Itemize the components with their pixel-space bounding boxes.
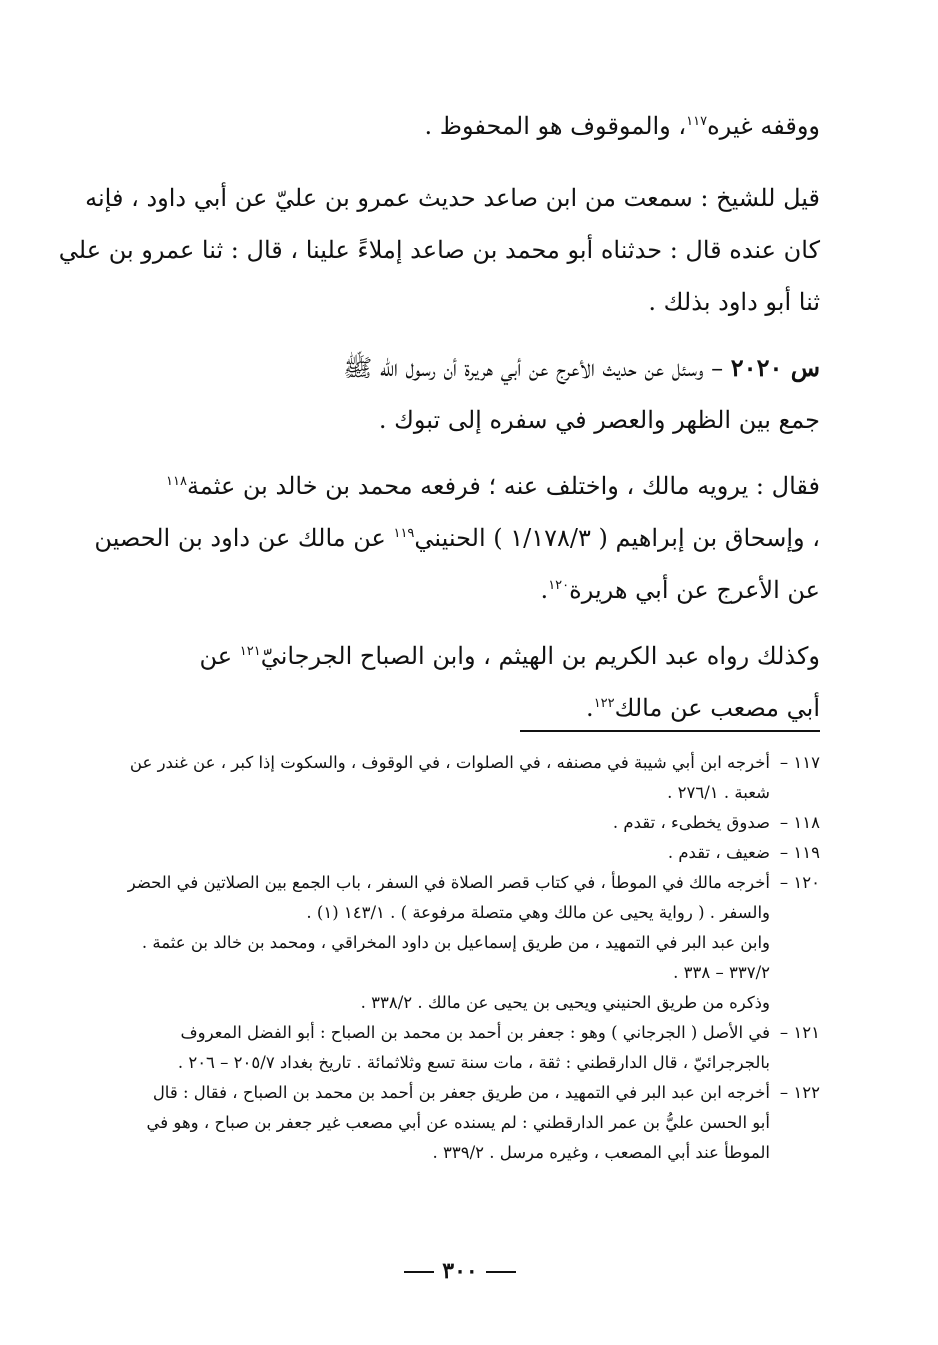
paragraph-5 [100, 630, 820, 734]
footnote-120 [100, 868, 820, 1018]
text-line: ، وإسحاق بن إبراهيم ( ١/١٧٨/٣ ) الحنيني [414, 524, 820, 552]
text-line: ووقفه غيره [707, 112, 820, 140]
answer-paragraph [94, 460, 820, 616]
text-line: . [540, 576, 549, 604]
footnote-line: أخرجه ابن عبد البر في التمهيد ، من طريق جعفر بن أحمد بن محمد بن الصباح ، فقال : قال [152, 1083, 770, 1102]
question-paragraph [100, 342, 820, 446]
footnote-line: في الأصل ( الجرجاني ) وهو : جعفر بن أحمد بن محمد بن الصباح : أبو الفضل المعروف [180, 1023, 770, 1042]
text-line: وكذلك رواه عبد الكريم بن الهيثم ، وابن الصباح الجرجانيّ [260, 642, 820, 670]
footnote-122 [100, 1078, 820, 1168]
footnote-117 [100, 748, 820, 808]
footnote-119 [100, 838, 820, 868]
footnote-line: الموطأ عند أبي المصعب ، وغيره مرسل . ٣٣٩/٢ . [432, 1143, 770, 1162]
footnote-line: وذكره من طريق الحنيني ويحيى بن يحيى عن مالك . ٣٣٨/٢ . [360, 993, 770, 1012]
footnote-line: بالجرجرائيّ ، قال الدارقطني : ثقة ، مات سنة تسع وثلاثمائة . تاريخ بغداد ٢٠٥/٧ – ٢٠٦ . [177, 1053, 770, 1072]
text-line: جمع بين الظهر والعصر في سفره إلى تبوك . [378, 406, 820, 434]
footnote-divider [520, 730, 820, 732]
footnote-line: والسفر . ( رواية يحيى عن مالك وهي متصلة مرفوعة ) . ١٤٣/١ (١) . [306, 903, 770, 922]
footnote-line: أخرجه ابن أبي شيبة في مصنفه ، في الصلوات ، في الوقوف ، والسكوت إذا كبر ، عن غندر عن [129, 753, 770, 772]
footnote-line: وابن عبد البر في التمهيد ، من طريق إسماعيل بن داود المخراقي ، ومحمد بن خالد بن عثمة . [141, 933, 770, 952]
footnote-ref[interactable]: ١٢٢ [593, 696, 615, 711]
footnote-number: ١٢٢ – [779, 1083, 820, 1102]
text-line: أبي مصعب عن مالك [614, 694, 820, 722]
text-line: قيل للشيخ : سمعت من ابن صاعد حديث عمرو بن عليّ عن أبي داود ، فإنه [85, 184, 820, 212]
footnote-ref[interactable]: ١٢١ [239, 644, 261, 659]
paragraph-2 [58, 172, 820, 328]
page-number [100, 1258, 820, 1284]
footnote-line: أبو الحسن عليُّ بن عمر الدارقطني : لم يسنده عن أبي مصعب غير جعفر بن صباح ، وهو في [146, 1113, 770, 1132]
footnote-ref[interactable]: ١١٩ [393, 526, 415, 541]
footnotes [100, 748, 820, 1168]
text-line: – وسئل عن حديث الأعرج عن أبي هريرة أن رسول الله ﷺ [343, 354, 724, 382]
footnote-line: صدوق يخطىء ، تقدم . [612, 813, 770, 832]
page-number-text: ٣٠٠ [442, 1258, 478, 1284]
text-line: عن الأعرج عن أبي هريرة [569, 576, 820, 604]
footnote-ref[interactable]: ١٢٠ [548, 578, 570, 593]
footnote-number: ١٢٠ – [779, 873, 820, 892]
question-number: س ٢٠٢٠ [730, 353, 820, 382]
footnote-number: ١١٨ – [779, 813, 820, 832]
footnote-line: ضعيف ، تقدم . [667, 843, 770, 862]
dash-decoration [486, 1271, 516, 1273]
page-content [58, 100, 820, 1284]
text-line: ثنا أبو داود بذلك . [648, 288, 820, 316]
text-line: ، والموقوف هو المحفوظ . [424, 112, 687, 140]
text-line: فقال : يرويه مالك ، واختلف عنه ؛ فرفعه محمد بن خالد بن عثمة [186, 472, 820, 500]
text-line: عن [199, 642, 240, 670]
footnote-118 [100, 808, 820, 838]
footnote-number: ١٢١ – [779, 1023, 820, 1042]
text-line: كان عنده قال : حدثناه أبو محمد بن صاعد إملاءً علينا ، قال : ثنا عمرو بن علي [58, 236, 820, 264]
dash-decoration [404, 1271, 434, 1273]
text-line: عن مالك عن داود بن الحصين [94, 524, 394, 552]
footnote-line: شعبة . ٢٧٦/١ . [667, 783, 770, 802]
footnote-line: أخرجه مالك في الموطأ ، في كتاب قصر الصلاة في السفر ، باب الجمع بين الصلاتين في الحضر [127, 873, 770, 892]
footnote-line: ٣٣٧/٢ – ٣٣٨ . [673, 963, 770, 982]
footnote-121 [100, 1018, 820, 1078]
text-line: . [586, 694, 594, 722]
paragraph-1 [100, 100, 820, 152]
footnote-number: ١١٧ – [779, 753, 820, 772]
footnote-number: ١١٩ – [779, 843, 820, 862]
footnote-ref[interactable]: ١١٧ [686, 114, 708, 129]
footnote-ref[interactable]: ١١٨ [166, 474, 187, 489]
